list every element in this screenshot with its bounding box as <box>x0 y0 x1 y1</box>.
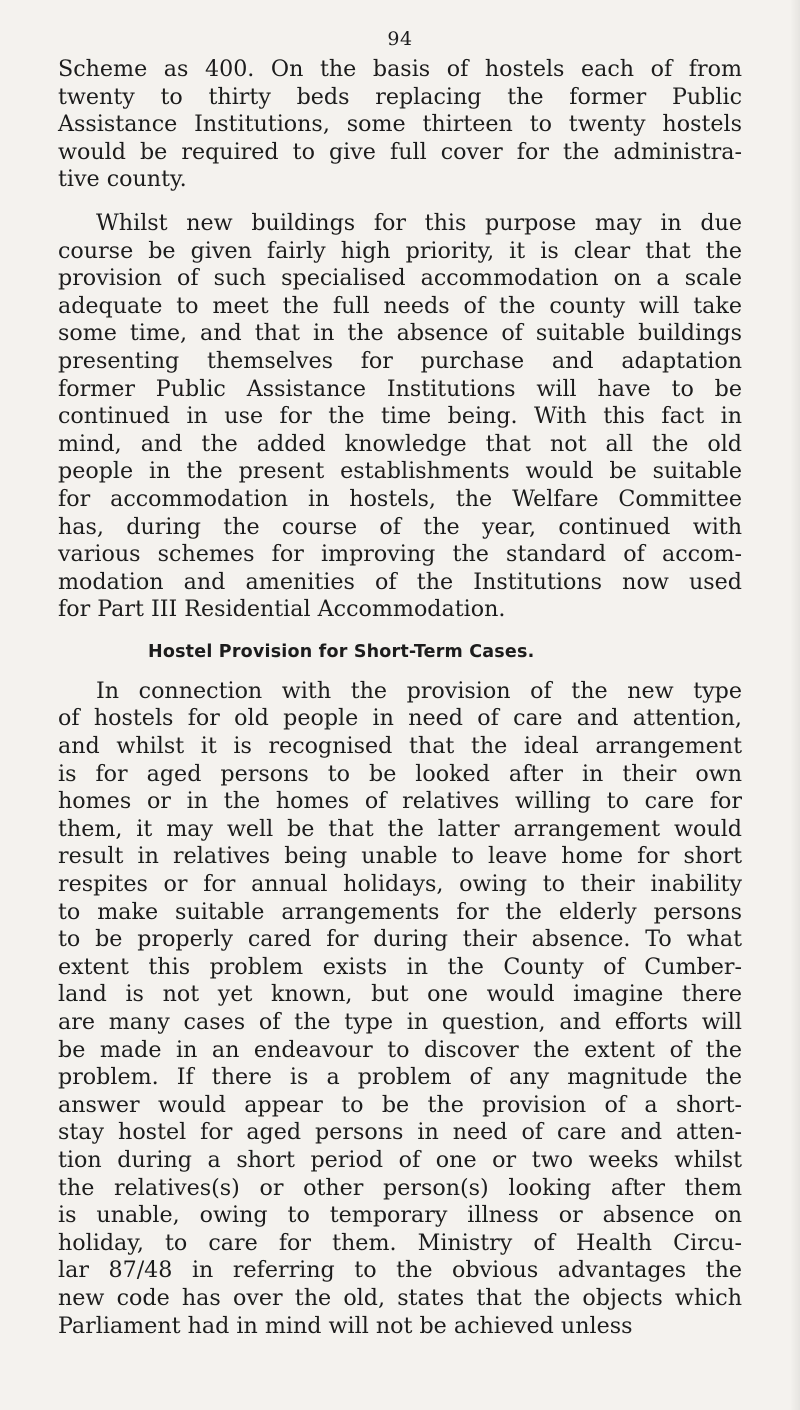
paragraph-1 <box>58 56 742 194</box>
text-line: course be given fairly high priority, it is clear that the <box>58 237 742 264</box>
text-line: for accommodation in hostels, the Welfare Committee <box>58 485 742 512</box>
text-line: continued in use for the time being. With this fact in <box>58 403 742 430</box>
text-line: Whilst new buildings for this purpose may in due <box>96 209 742 236</box>
text-line: tive county. <box>58 166 187 193</box>
text-line: be made in an endeavour to discover the extent of the <box>58 1036 742 1063</box>
text-line: In connection with the provision of the new type <box>96 677 742 704</box>
text-line: people in the present establishments would be suitable <box>58 458 742 485</box>
text-line: has, during the course of the year, continued with <box>58 513 742 540</box>
text-line: extent this problem exists in the County of Cumber- <box>58 953 742 980</box>
text-line: holiday, to care for them. Ministry of Health Circu- <box>58 1229 742 1256</box>
text-line: homes or in the homes of relatives willing to care for <box>58 788 742 815</box>
text-line: are many cases of the type in question, and efforts will <box>58 1009 742 1035</box>
text-line: of hostels for old people in need of care and attention, <box>58 705 742 732</box>
text-line: twenty to thirty beds replacing the former Public <box>58 83 742 110</box>
text-line: presenting themselves for purchase and adaptation <box>58 347 742 374</box>
page-edge-shadow <box>790 0 800 1410</box>
text-line: tion during a short period of one or two weeks whilst <box>58 1146 742 1173</box>
text-line: some time, and that in the absence of suitable buildings <box>58 320 742 347</box>
text-line: answer would appear to be the provision of a short- <box>58 1091 742 1118</box>
text-line: Scheme as 400. On the basis of hostels each of from <box>58 56 742 82</box>
text-line: former Public Assistance Institutions will have to be <box>58 375 742 402</box>
text-line: to be properly cared for during their absence. To what <box>58 926 742 953</box>
text-line: is for aged persons to be looked after in their own <box>58 760 742 787</box>
text-line: stay hostel for aged persons in need of care and atten- <box>58 1119 742 1146</box>
text-line: provision of such specialised accommodation on a scale <box>58 265 742 292</box>
text-line: them, it may well be that the latter arrangement would <box>58 815 742 842</box>
page-content <box>58 56 742 1340</box>
text-line: lar 87/48 in referring to the obvious advantages the <box>58 1257 742 1284</box>
text-line: Assistance Institutions, some thirteen to twenty hostels <box>58 111 742 138</box>
section-heading: Hostel Provision for Short-Term Cases. <box>148 641 535 662</box>
text-line: mind, and the added knowledge that not all the old <box>58 430 742 457</box>
text-line: respites or for annual holidays, owing to their inability <box>58 871 742 898</box>
text-line: problem. If there is a problem of any magnitude the <box>58 1064 742 1091</box>
paragraph-2 <box>58 210 742 624</box>
text-line: would be required to give full cover for the administra- <box>58 138 742 165</box>
text-line: new code has over the old, states that the objects which <box>58 1284 742 1311</box>
text-line: adequate to meet the full needs of the county will take <box>58 292 742 319</box>
text-line: modation and amenities of the Institutions now used <box>58 568 742 595</box>
text-line: is unable, owing to temporary illness or absence on <box>58 1202 742 1229</box>
paragraph-3 <box>58 678 742 1340</box>
text-line: for Part III Residential Accommodation. <box>58 596 506 623</box>
text-line: to make suitable arrangements for the elderly persons <box>58 898 742 925</box>
text-line: land is not yet known, but one would imagine there <box>58 981 742 1008</box>
text-line: Parliament had in mind will not be achieved unless <box>58 1312 633 1339</box>
text-line: various schemes for improving the standard of accom- <box>58 541 742 568</box>
text-line: and whilst it is recognised that the ideal arrangement <box>58 733 742 760</box>
page-number: 94 <box>387 28 413 50</box>
text-line: result in relatives being unable to leave home for short <box>58 843 742 870</box>
text-line: the relatives(s) or other person(s) looking after them <box>58 1174 742 1201</box>
